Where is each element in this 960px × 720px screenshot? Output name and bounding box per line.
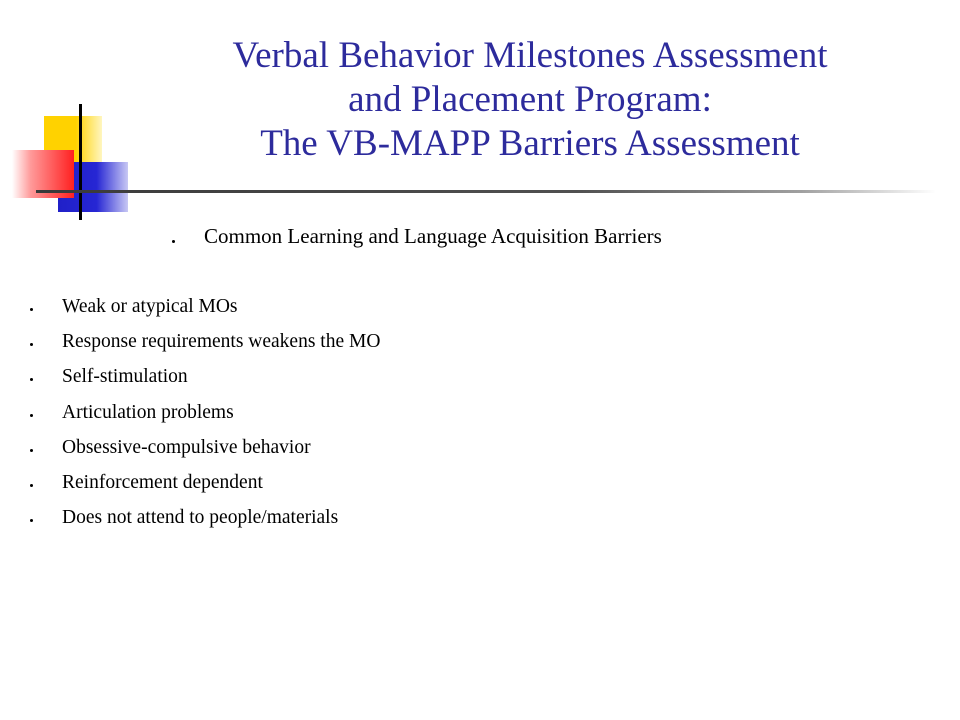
barrier-text: Response requirements weakens the MO [62,331,381,353]
title-line-3: The VB-MAPP Barriers Assessment [260,123,800,164]
title-line-2: and Placement Program: [348,79,712,120]
title-line-1: Verbal Behavior Milestones Assessment [232,35,828,76]
slide-title [170,34,890,166]
bullet-icon [30,308,33,311]
vertical-rule-decoration [79,104,82,220]
barrier-text: Weak or atypical MOs [62,296,238,317]
barrier-text: Obsessive-compulsive behavior [62,436,311,458]
bullet-icon [30,449,33,452]
bullet-icon [30,484,33,487]
bullet-icon [30,519,33,522]
bullet-icon [30,414,33,417]
barrier-text: Articulation problems [62,401,234,423]
bullet-icon [172,240,175,243]
title-underline-rule [36,190,936,193]
decorative-logo-squares [0,0,140,220]
bullet-icon [30,343,33,346]
bullet-icon [30,378,33,381]
barrier-text: Self-stimulation [62,366,188,388]
subheading-text: Common Learning and Language Acquisition Barriers [204,224,662,248]
barrier-text: Reinforcement dependent [62,471,263,493]
barrier-text: Does not attend to people/materials [62,507,339,529]
